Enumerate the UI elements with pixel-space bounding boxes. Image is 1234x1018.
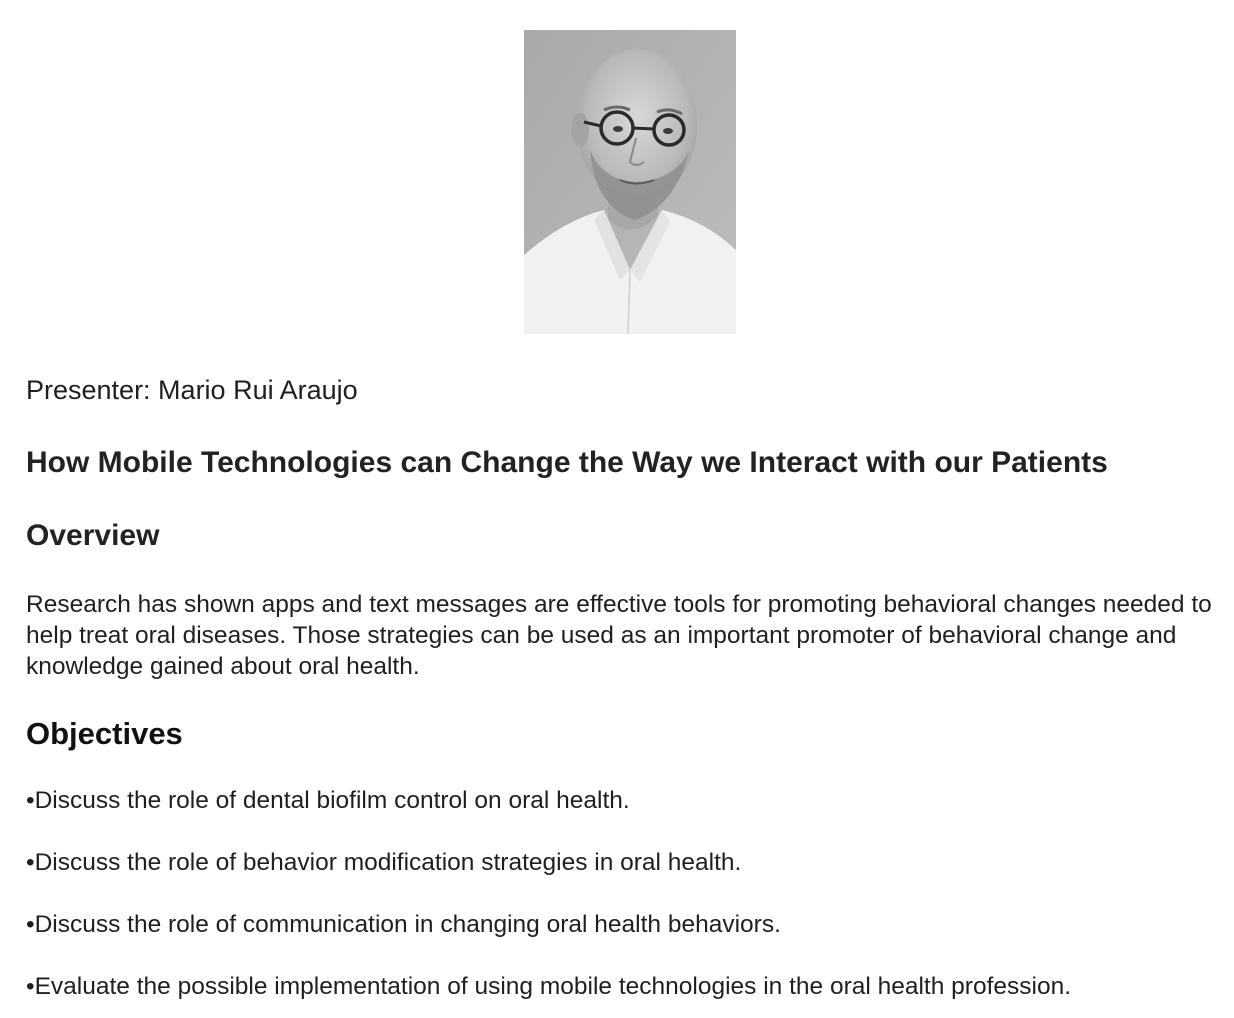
overview-body: Research has shown apps and text messages are effective tools for promoting behavioral changes needed to help treat oral diseases. Those strategies can be used as an important promoter of behavioral change and knowledge gained about oral health. (26, 591, 1212, 680)
objective-item: •Discuss the role of behavior modification strategies in oral health. (26, 849, 742, 876)
presenter-photo (524, 30, 736, 334)
objective-item: •Discuss the role of dental biofilm control on oral health. (26, 787, 630, 814)
objectives-heading: Objectives (26, 716, 183, 751)
presenter-label: Presenter: Mario Rui Araujo (26, 375, 358, 405)
objective-item: •Discuss the role of communication in changing oral health behaviors. (26, 911, 781, 938)
talk-title: How Mobile Technologies can Change the Way we Interact with our Patients (26, 446, 1108, 479)
overview-heading: Overview (26, 519, 160, 552)
objective-item: •Evaluate the possible implementation of using mobile technologies in the oral health profession. (26, 973, 1072, 1000)
